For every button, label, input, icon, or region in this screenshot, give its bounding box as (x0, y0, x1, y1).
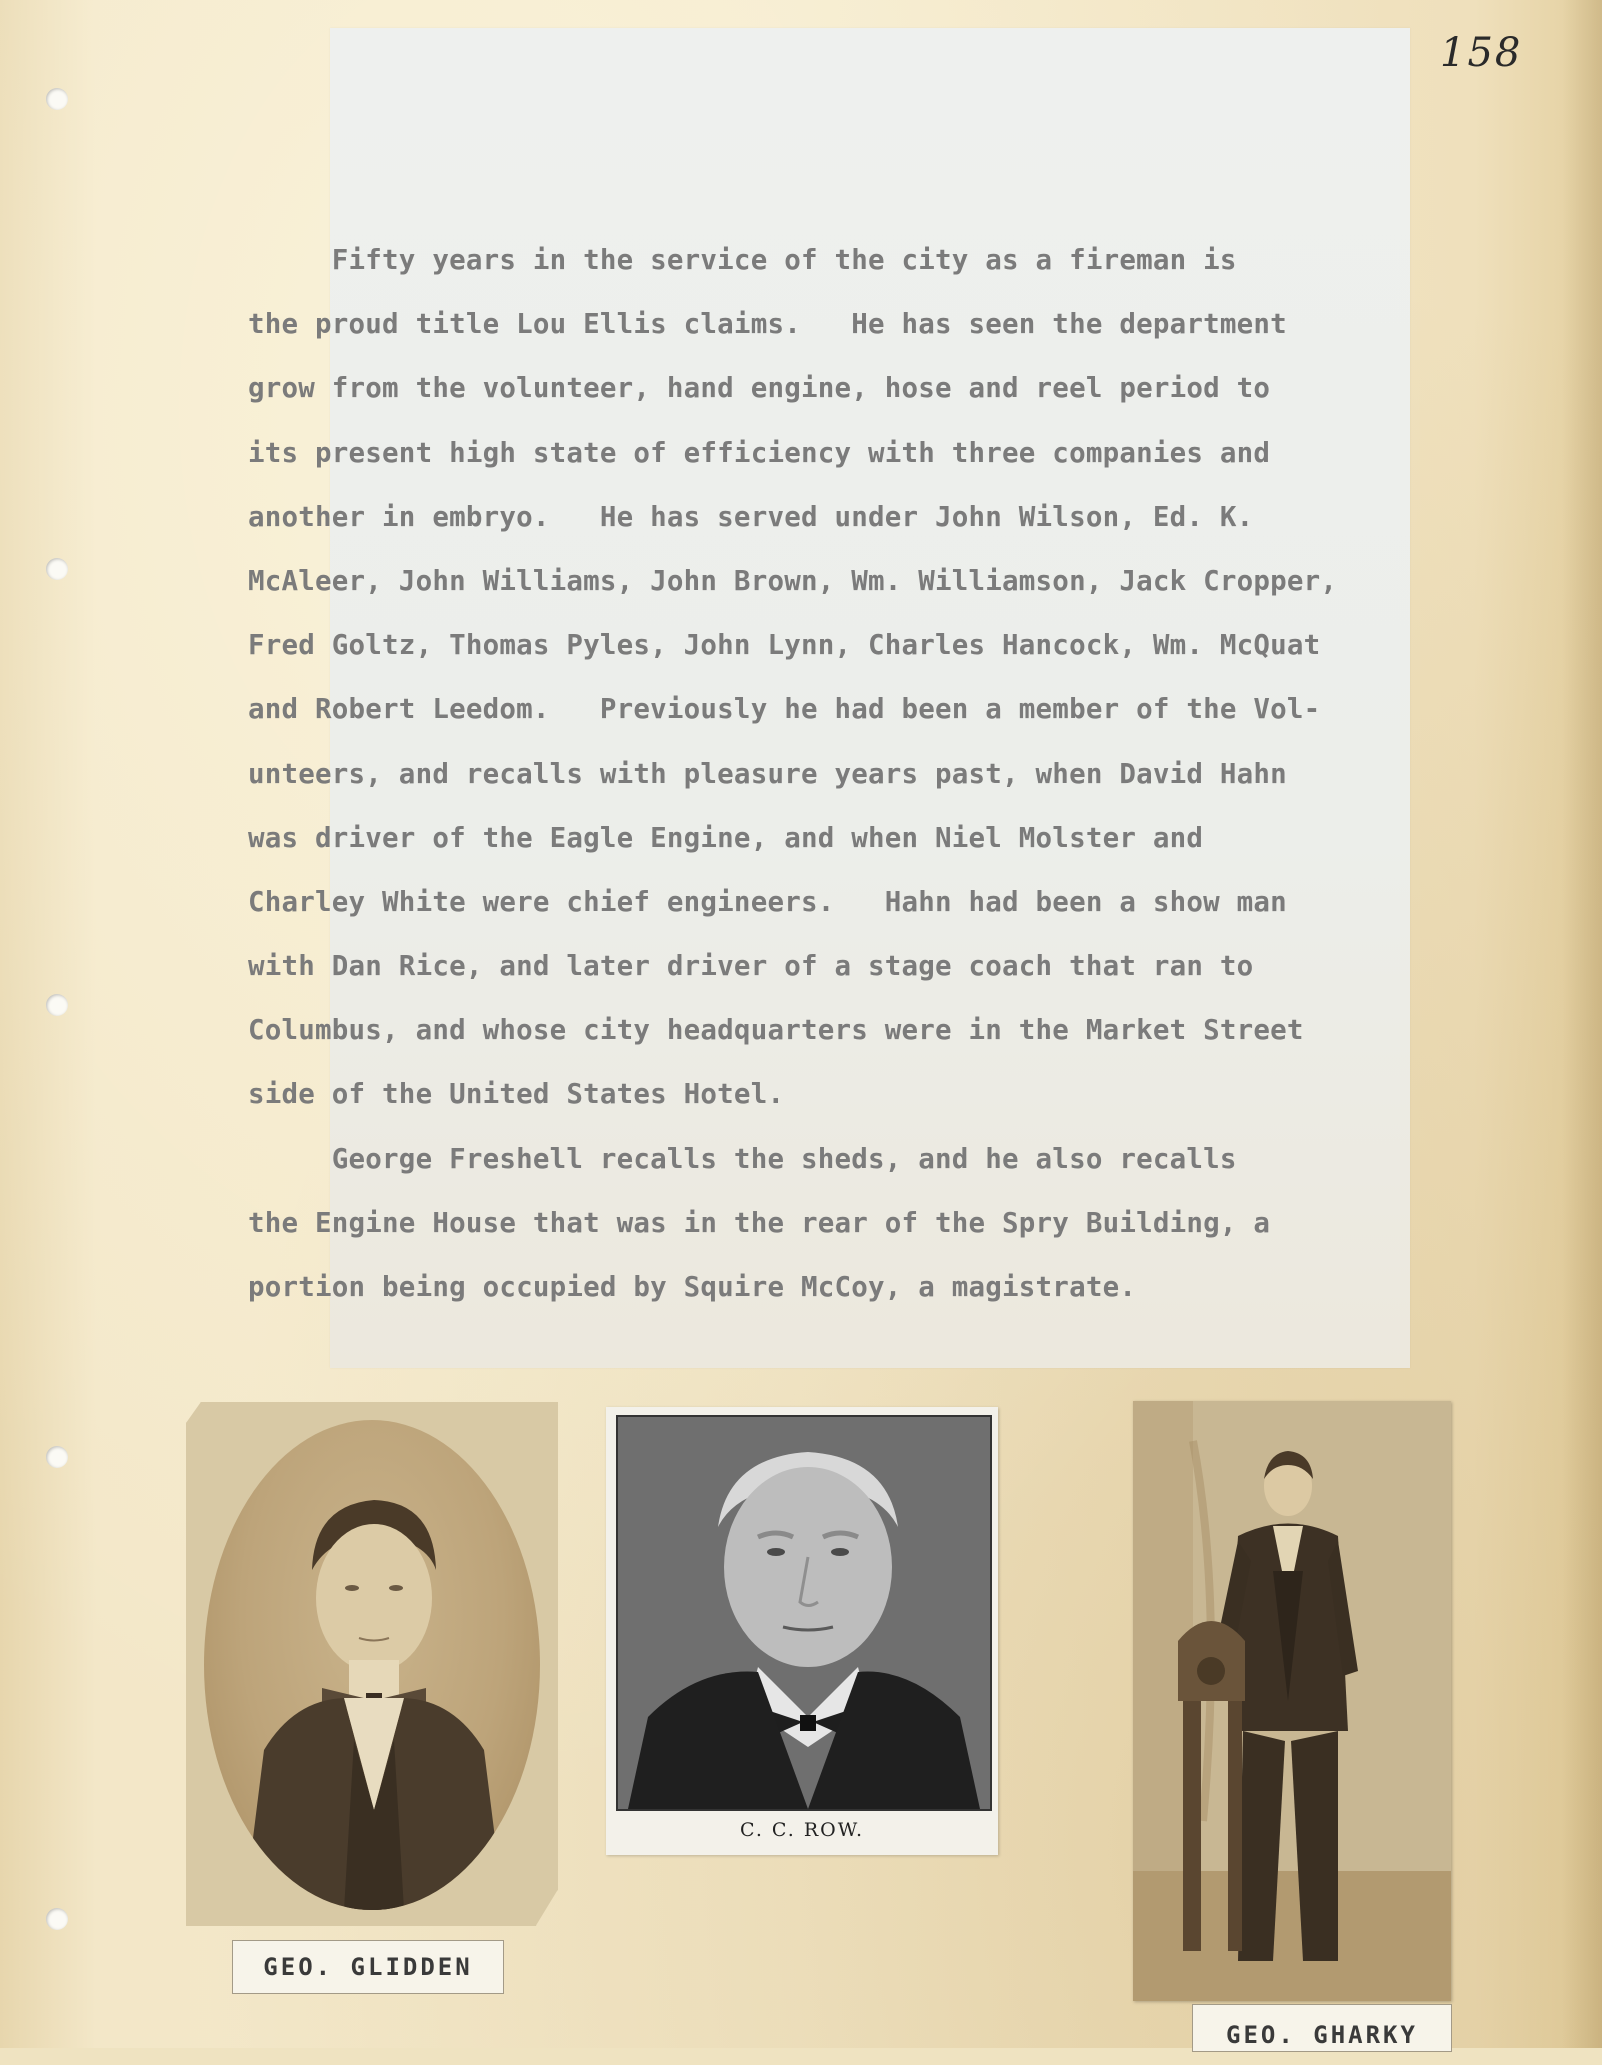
page-number: 158 (1440, 30, 1523, 76)
text-line: with Dan Rice, and later driver of a stage coach that ran to (248, 950, 1254, 983)
portrait-photo-gharky (1133, 1401, 1451, 2001)
caption-glidden: GEO. GLIDDEN (232, 1940, 504, 1994)
portrait-photo-glidden (186, 1402, 558, 1926)
text-line: unteers, and recalls with pleasure years past, when David Hahn (248, 757, 1287, 790)
text-line: portion being occupied by Squire McCoy, a magistrate. (248, 1271, 1137, 1303)
text-line: side of the United States Hotel. (248, 1078, 785, 1111)
text-line: and Robert Leedom. Previously he had been a member of the Vol- (248, 693, 1321, 726)
portrait-photo-row (606, 1407, 998, 1855)
punch-hole (46, 558, 68, 580)
text-line: George Freshell recalls the sheds, and he also recalls (248, 1142, 1237, 1175)
typed-text (248, 228, 1488, 1319)
oval-vignette (204, 1420, 540, 1910)
halftone-image (616, 1415, 992, 1811)
text-line: Fred Goltz, Thomas Pyles, John Lynn, Charles Hancock, Wm. McQuat (248, 629, 1321, 662)
young-man-portrait-illustration (204, 1420, 540, 1910)
older-man-portrait-illustration (618, 1417, 990, 1809)
caption-gharky: GEO. GHARKY (1192, 2004, 1452, 2052)
page-edge-shadow (1562, 0, 1602, 2048)
text-line: Columbus, and whose city headquarters were in the Market Street (248, 1014, 1304, 1047)
text-line: McAleer, John Williams, John Brown, Wm. Williamson, Jack Cropper, (248, 564, 1338, 597)
standing-man-portrait-illustration (1133, 1401, 1451, 2001)
text-line: its present high state of efficiency with three companies and (248, 436, 1271, 469)
punch-hole (46, 1908, 68, 1930)
text-line: the proud title Lou Ellis claims. He has seen the department (248, 308, 1287, 341)
caption-row: C. C. ROW. (739, 1819, 864, 1841)
text-line: Charley White were chief engineers. Hahn had been a show man (248, 885, 1287, 918)
text-line: another in embryo. He has served under John Wilson, Ed. K. (248, 500, 1254, 533)
text-line: the Engine House that was in the rear of the Spry Building, a (248, 1206, 1271, 1239)
punch-hole (46, 994, 68, 1016)
text-line: grow from the volunteer, hand engine, hose and reel period to (248, 372, 1271, 405)
punch-hole (46, 1446, 68, 1468)
text-line: Fifty years in the service of the city as a fireman is (248, 244, 1237, 276)
punch-hole (46, 88, 68, 110)
text-line: was driver of the Eagle Engine, and when Niel Molster and (248, 821, 1204, 854)
